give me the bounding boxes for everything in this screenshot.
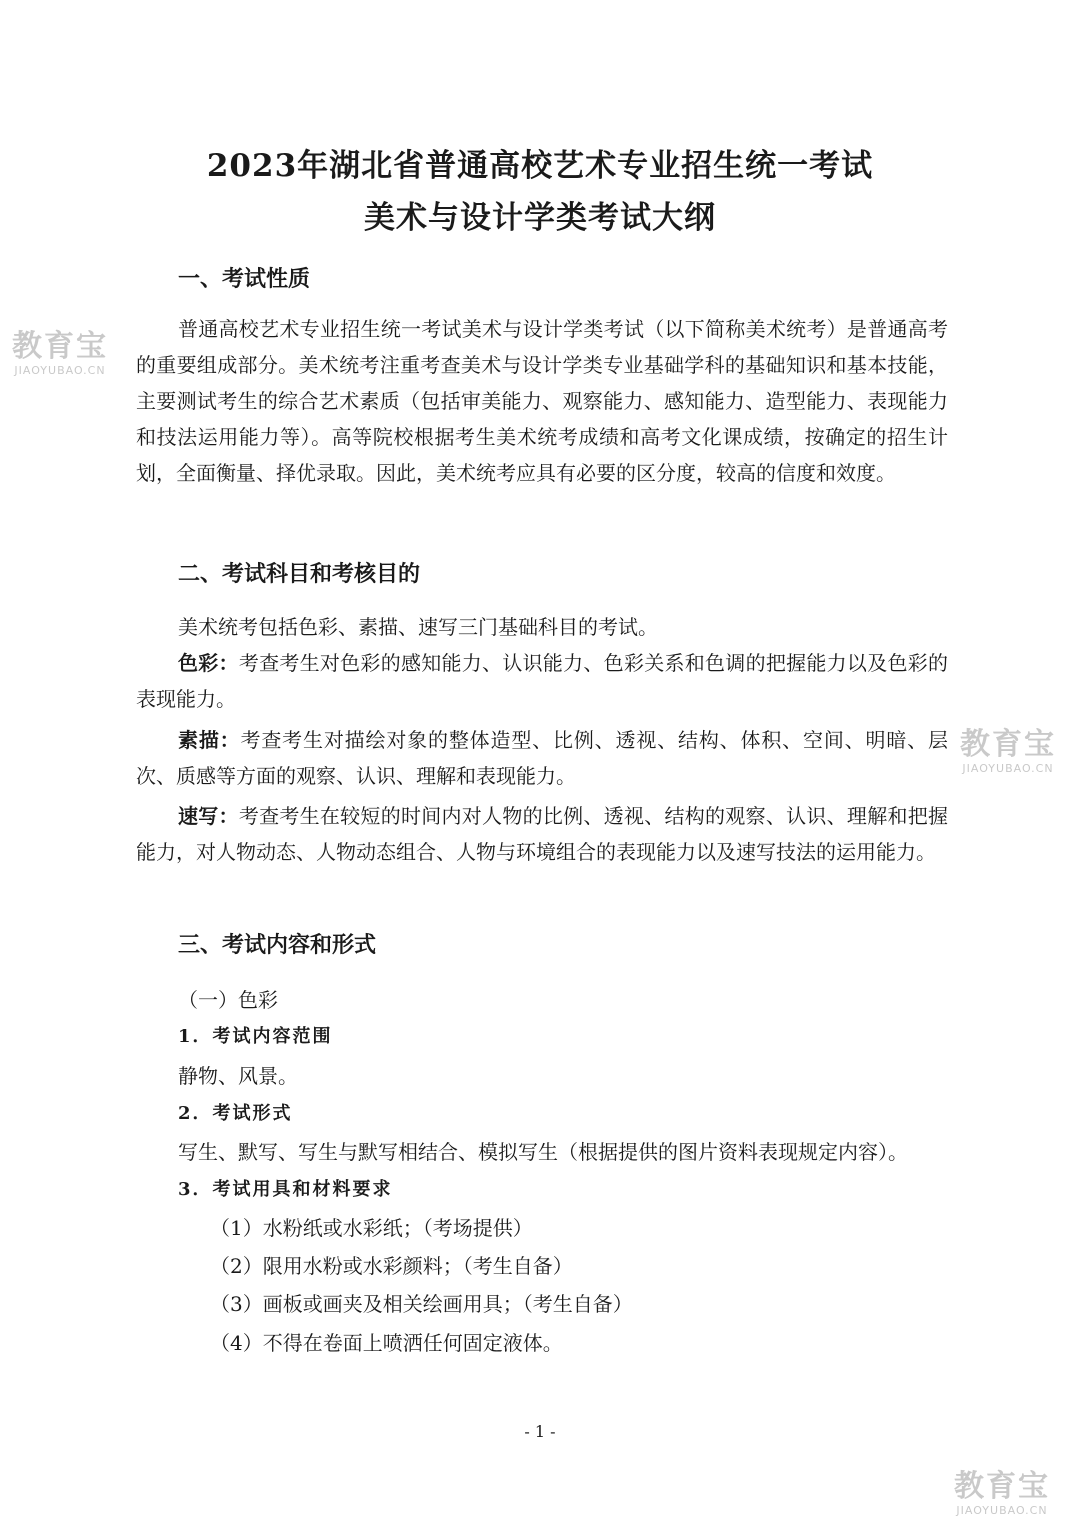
document-title-line1: 2023年湖北省普通高校艺术专业招生统一考试 — [206, 148, 874, 184]
section-heading-2: 二、考试科目和考核目的 — [178, 562, 421, 587]
exam-form-text: 写生、默写、写生与默写相结合、模拟写生（根据提供的图片资料表现规定内容）。 — [178, 1140, 908, 1164]
section-2-intro: 美术统考包括色彩、素描、速写三门基础科目的考试。 — [178, 615, 658, 639]
material-item-2: （2）限用水粉或水彩颜料；（考生自备） — [210, 1254, 573, 1278]
color-text: 考查考生对色彩的感知能力、认识能力、色彩关系和色调的把握能力以及色彩的表现能力。 — [136, 651, 949, 711]
watermark-url: JIAOYUBAO.CN — [956, 1504, 1048, 1517]
section-heading-1: 一、考试性质 — [178, 267, 311, 292]
watermark-logo — [938, 728, 1078, 775]
watermark-logo — [932, 1470, 1072, 1517]
watermark-brand: 教育宝 — [954, 1469, 1050, 1504]
sketch-label: 素描： — [178, 728, 241, 752]
subheading-exam-form: 2．考试形式 — [178, 1103, 293, 1124]
page-number: - 1 - — [524, 1422, 556, 1441]
color-label: 色彩： — [178, 651, 239, 675]
watermark-brand: 教育宝 — [960, 727, 1056, 762]
watermark-logo — [0, 330, 130, 377]
color-paragraph — [136, 645, 948, 717]
watermark-brand: 教育宝 — [12, 329, 108, 364]
quick-sketch-text: 考查考生在较短的时间内对人物的比例、透视、结构的观察、认识、理解和把握能力，对人物动态、人物动态组合、人物与环境组合的表现能力以及速写技法的运用能力。 — [136, 804, 949, 864]
content-scope-text: 静物、风景。 — [178, 1064, 298, 1088]
material-item-1: （1）水粉纸或水彩纸；（考场提供） — [210, 1216, 533, 1240]
section-heading-3: 三、考试内容和形式 — [178, 933, 377, 958]
quick-sketch-label: 速写： — [178, 804, 239, 828]
section-1-paragraph: 普通高校艺术专业招生统一考试美术与设计学类考试（以下简称美术统考）是普通高考的重要组成部分。美术统考注重考查美术与设计学类专业基础学科的基础知识和基本技能，主要测试考生的综合艺术素质（包括审美能力、观察能力、感知能力、造型能力、表现能力和技法运用能力等）。高等院校根据考生美术统考成绩和高考文化课成绩，按确定的招生计划，全面衡量、择优录取。因此，美术统考应具有必要的区分度，较高的信度和效度。 — [136, 317, 948, 485]
quick-sketch-paragraph — [136, 798, 948, 870]
material-item-3: （3）画板或画夹及相关绘画用具；（考生自备） — [210, 1292, 633, 1316]
sketch-text: 考查考生对描绘对象的整体造型、比例、透视、结构、体积、空间、明暗、层次、质感等方面的观察、认识、理解和表现能力。 — [136, 728, 948, 788]
part-heading-color: （一）色彩 — [178, 988, 278, 1012]
material-item-4: （4）不得在卷面上喷洒任何固定液体。 — [210, 1331, 563, 1355]
watermark-url: JIAOYUBAO.CN — [14, 364, 106, 377]
sketch-paragraph — [136, 722, 948, 794]
document-title-line2: 美术与设计学类考试大纲 — [364, 200, 716, 236]
subheading-content-scope: 1．考试内容范围 — [178, 1026, 333, 1047]
watermark-url: JIAOYUBAO.CN — [962, 762, 1054, 775]
subheading-materials: 3．考试用具和材料要求 — [178, 1179, 393, 1200]
